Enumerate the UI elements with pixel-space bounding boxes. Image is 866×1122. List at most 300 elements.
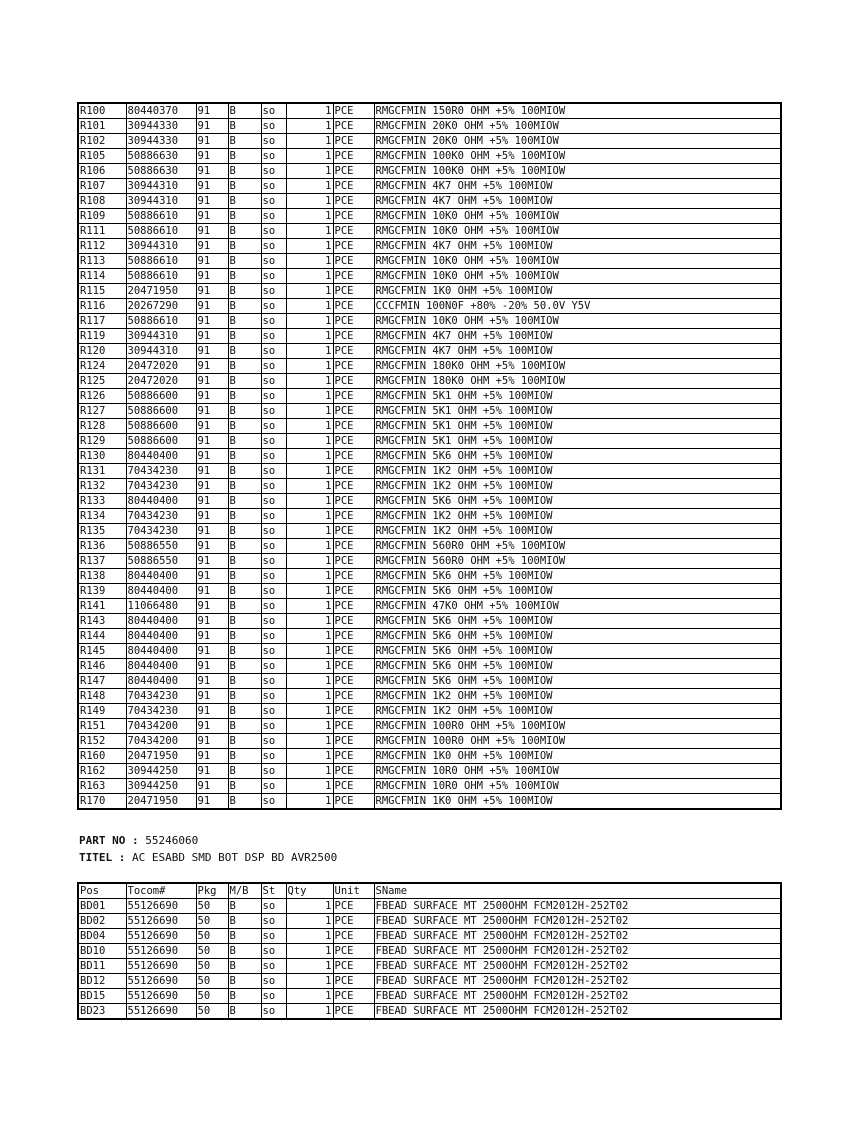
cell-unit: PCE — [333, 194, 374, 209]
cell-unit: PCE — [333, 689, 374, 704]
cell-st: so — [261, 944, 286, 959]
cell-unit: PCE — [333, 794, 374, 810]
part-number-line — [79, 834, 198, 848]
cell-sname: RMGCFMIN 1K2 OHM +5% 100MIOW — [374, 464, 781, 479]
cell-unit: PCE — [333, 599, 374, 614]
cell-mb: B — [228, 254, 261, 269]
cell-qty: 1 — [286, 749, 333, 764]
cell-pos: R117 — [78, 314, 126, 329]
cell-qty: 1 — [286, 539, 333, 554]
cell-qty: 1 — [286, 689, 333, 704]
cell-st: so — [261, 554, 286, 569]
cell-mb: B — [228, 764, 261, 779]
cell-pkg: 91 — [196, 569, 228, 584]
cell-qty: 1 — [286, 299, 333, 314]
cell-sname: RMGCFMIN 560R0 OHM +5% 100MIOW — [374, 554, 781, 569]
part-number-value: 55246060 — [145, 834, 199, 847]
cell-qty: 1 — [286, 494, 333, 509]
cell-mb: B — [228, 974, 261, 989]
table-row — [78, 419, 781, 434]
cell-pkg: 91 — [196, 239, 228, 254]
cell-mb: B — [228, 164, 261, 179]
cell-tocom: 80440370 — [126, 103, 196, 119]
cell-st: so — [261, 719, 286, 734]
table-row — [78, 569, 781, 584]
cell-pos: BD02 — [78, 914, 126, 929]
cell-tocom: 50886550 — [126, 554, 196, 569]
cell-pkg: 91 — [196, 614, 228, 629]
cell-mb: B — [228, 794, 261, 810]
cell-tocom: 30944250 — [126, 764, 196, 779]
cell-tocom: 30944310 — [126, 194, 196, 209]
cell-tocom: 80440400 — [126, 569, 196, 584]
cell-mb: B — [228, 644, 261, 659]
cell-pkg: 91 — [196, 659, 228, 674]
cell-sname: RMGCFMIN 5K6 OHM +5% 100MIOW — [374, 584, 781, 599]
cell-qty: 1 — [286, 524, 333, 539]
cell-pkg: 91 — [196, 224, 228, 239]
cell-unit: PCE — [333, 119, 374, 134]
cell-sname: RMGCFMIN 150R0 OHM +5% 100MIOW — [374, 103, 781, 119]
cell-qty: 1 — [286, 899, 333, 914]
table-row — [78, 959, 781, 974]
table-row — [78, 764, 781, 779]
cell-mb: B — [228, 479, 261, 494]
table-row — [78, 584, 781, 599]
cell-unit: PCE — [333, 989, 374, 1004]
cell-pos: R116 — [78, 299, 126, 314]
cell-mb: B — [228, 509, 261, 524]
cell-pos: BD15 — [78, 989, 126, 1004]
cell-sname: RMGCFMIN 1K2 OHM +5% 100MIOW — [374, 704, 781, 719]
cell-qty: 1 — [286, 119, 333, 134]
cell-sname: RMGCFMIN 20K0 OHM +5% 100MIOW — [374, 119, 781, 134]
cell-pkg: 50 — [196, 944, 228, 959]
cell-pkg: 50 — [196, 914, 228, 929]
cell-st: so — [261, 599, 286, 614]
cell-mb: B — [228, 449, 261, 464]
table-row — [78, 704, 781, 719]
cell-st: so — [261, 239, 286, 254]
cell-qty: 1 — [286, 344, 333, 359]
cell-qty: 1 — [286, 329, 333, 344]
cell-tocom: 30944330 — [126, 119, 196, 134]
cell-pkg: 91 — [196, 599, 228, 614]
cell-tocom: 80440400 — [126, 584, 196, 599]
table-row — [78, 989, 781, 1004]
cell-pos: R149 — [78, 704, 126, 719]
cell-mb: B — [228, 344, 261, 359]
cell-tocom: 50886630 — [126, 164, 196, 179]
cell-tocom: 55126690 — [126, 1004, 196, 1020]
cell-unit: PCE — [333, 779, 374, 794]
cell-qty: 1 — [286, 404, 333, 419]
cell-sname: RMGCFMIN 20K0 OHM +5% 100MIOW — [374, 134, 781, 149]
cell-unit: PCE — [333, 329, 374, 344]
cell-qty: 1 — [286, 629, 333, 644]
table-row — [78, 509, 781, 524]
cell-sname: RMGCFMIN 100K0 OHM +5% 100MIOW — [374, 149, 781, 164]
cell-unit: PCE — [333, 134, 374, 149]
cell-sname: RMGCFMIN 180K0 OHM +5% 100MIOW — [374, 359, 781, 374]
cell-pkg: 91 — [196, 419, 228, 434]
cell-sname: FBEAD SURFACE MT 2500OHM FCM2012H-252T02 — [374, 1004, 781, 1020]
cell-pos: R107 — [78, 179, 126, 194]
cell-sname: RMGCFMIN 1K2 OHM +5% 100MIOW — [374, 479, 781, 494]
title-line — [79, 851, 337, 865]
cell-qty: 1 — [286, 584, 333, 599]
cell-tocom: 50886600 — [126, 389, 196, 404]
cell-mb: B — [228, 194, 261, 209]
cell-mb: B — [228, 689, 261, 704]
cell-tocom: 20267290 — [126, 299, 196, 314]
cell-pkg: 91 — [196, 674, 228, 689]
cell-unit: PCE — [333, 539, 374, 554]
cell-mb: B — [228, 374, 261, 389]
cell-mb: B — [228, 239, 261, 254]
cell-unit: PCE — [333, 464, 374, 479]
cell-mb: B — [228, 704, 261, 719]
table-row — [78, 284, 781, 299]
cell-pos: R162 — [78, 764, 126, 779]
cell-pos: R152 — [78, 734, 126, 749]
cell-pos: R101 — [78, 119, 126, 134]
cell-mb: B — [228, 314, 261, 329]
cell-qty: 1 — [286, 959, 333, 974]
cell-mb: B — [228, 749, 261, 764]
cell-pos: R113 — [78, 254, 126, 269]
cell-qty: 1 — [286, 974, 333, 989]
cell-sname: FBEAD SURFACE MT 2500OHM FCM2012H-252T02 — [374, 959, 781, 974]
table-row — [78, 614, 781, 629]
cell-unit: PCE — [333, 419, 374, 434]
cell-unit: PCE — [333, 209, 374, 224]
table-row — [78, 134, 781, 149]
cell-st: so — [261, 569, 286, 584]
cell-sname: RMGCFMIN 10K0 OHM +5% 100MIOW — [374, 269, 781, 284]
table-row — [78, 539, 781, 554]
cell-st: so — [261, 689, 286, 704]
cell-tocom: 80440400 — [126, 674, 196, 689]
cell-pkg: 91 — [196, 704, 228, 719]
cell-tocom: 50886600 — [126, 419, 196, 434]
cell-qty: 1 — [286, 929, 333, 944]
cell-st: so — [261, 659, 286, 674]
table-row — [78, 929, 781, 944]
cell-unit: PCE — [333, 269, 374, 284]
cell-st: so — [261, 194, 286, 209]
cell-tocom: 55126690 — [126, 899, 196, 914]
cell-unit: PCE — [333, 614, 374, 629]
cell-tocom: 70434230 — [126, 509, 196, 524]
cell-qty: 1 — [286, 224, 333, 239]
cell-pkg: 91 — [196, 209, 228, 224]
table-row — [78, 119, 781, 134]
cell-unit: PCE — [333, 629, 374, 644]
cell-st: so — [261, 179, 286, 194]
cell-qty: 1 — [286, 103, 333, 119]
cell-mb: B — [228, 944, 261, 959]
cell-st: so — [261, 479, 286, 494]
table-row — [78, 329, 781, 344]
cell-qty: 1 — [286, 644, 333, 659]
cell-unit: PCE — [333, 344, 374, 359]
cell-unit: PCE — [333, 449, 374, 464]
cell-sname: RMGCFMIN 5K6 OHM +5% 100MIOW — [374, 614, 781, 629]
cell-pkg: 91 — [196, 719, 228, 734]
cell-pkg: 91 — [196, 254, 228, 269]
cell-tocom: 50886610 — [126, 224, 196, 239]
table-row — [78, 179, 781, 194]
cell-unit: PCE — [333, 764, 374, 779]
cell-pos: R114 — [78, 269, 126, 284]
cell-mb: B — [228, 599, 261, 614]
cell-sname: RMGCFMIN 5K6 OHM +5% 100MIOW — [374, 494, 781, 509]
cell-pkg: 91 — [196, 299, 228, 314]
cell-st: so — [261, 103, 286, 119]
cell-pos: R136 — [78, 539, 126, 554]
cell-pkg: 50 — [196, 929, 228, 944]
cell-unit: PCE — [333, 434, 374, 449]
cell-pkg: 91 — [196, 359, 228, 374]
cell-mb: B — [228, 269, 261, 284]
cell-unit: PCE — [333, 734, 374, 749]
header-pkg: Pkg — [196, 883, 228, 899]
cell-mb: B — [228, 103, 261, 119]
cell-pos: R141 — [78, 599, 126, 614]
cell-mb: B — [228, 389, 261, 404]
cell-pos: R125 — [78, 374, 126, 389]
cell-st: so — [261, 119, 286, 134]
cell-unit: PCE — [333, 569, 374, 584]
header-qty: Qty — [286, 883, 333, 899]
cell-tocom: 70434200 — [126, 719, 196, 734]
cell-st: so — [261, 344, 286, 359]
header-row — [78, 883, 781, 899]
cell-qty: 1 — [286, 254, 333, 269]
cell-unit: PCE — [333, 164, 374, 179]
cell-st: so — [261, 494, 286, 509]
table-row — [78, 449, 781, 464]
cell-st: so — [261, 1004, 286, 1020]
cell-sname: RMGCFMIN 180K0 OHM +5% 100MIOW — [374, 374, 781, 389]
cell-qty: 1 — [286, 374, 333, 389]
cell-st: so — [261, 929, 286, 944]
cell-st: so — [261, 434, 286, 449]
cell-st: so — [261, 914, 286, 929]
cell-unit: PCE — [333, 284, 374, 299]
cell-pkg: 50 — [196, 1004, 228, 1020]
cell-mb: B — [228, 299, 261, 314]
cell-qty: 1 — [286, 599, 333, 614]
cell-tocom: 70434230 — [126, 524, 196, 539]
table-row — [78, 254, 781, 269]
cell-mb: B — [228, 659, 261, 674]
cell-pkg: 91 — [196, 764, 228, 779]
cell-mb: B — [228, 149, 261, 164]
table-row — [78, 494, 781, 509]
cell-tocom: 80440400 — [126, 494, 196, 509]
cell-st: so — [261, 134, 286, 149]
cell-sname: RMGCFMIN 4K7 OHM +5% 100MIOW — [374, 239, 781, 254]
table-row — [78, 749, 781, 764]
cell-unit: PCE — [333, 494, 374, 509]
cell-st: so — [261, 629, 286, 644]
cell-tocom: 80440400 — [126, 449, 196, 464]
cell-sname: RMGCFMIN 5K6 OHM +5% 100MIOW — [374, 569, 781, 584]
bom-table-body — [78, 899, 781, 1020]
cell-mb: B — [228, 554, 261, 569]
cell-sname: RMGCFMIN 5K1 OHM +5% 100MIOW — [374, 389, 781, 404]
cell-mb: B — [228, 914, 261, 929]
cell-pos: R105 — [78, 149, 126, 164]
cell-qty: 1 — [286, 239, 333, 254]
table-row — [78, 629, 781, 644]
cell-tocom: 70434200 — [126, 734, 196, 749]
cell-unit: PCE — [333, 509, 374, 524]
cell-unit: PCE — [333, 524, 374, 539]
cell-pos: R128 — [78, 419, 126, 434]
cell-st: so — [261, 674, 286, 689]
cell-sname: RMGCFMIN 4K7 OHM +5% 100MIOW — [374, 179, 781, 194]
cell-unit: PCE — [333, 254, 374, 269]
cell-pos: R134 — [78, 509, 126, 524]
cell-tocom: 20471950 — [126, 794, 196, 810]
cell-st: so — [261, 299, 286, 314]
cell-pkg: 91 — [196, 524, 228, 539]
cell-pos: R137 — [78, 554, 126, 569]
cell-qty: 1 — [286, 179, 333, 194]
table-row — [78, 674, 781, 689]
cell-pkg: 91 — [196, 329, 228, 344]
header-pos: Pos — [78, 883, 126, 899]
cell-st: so — [261, 644, 286, 659]
cell-unit: PCE — [333, 149, 374, 164]
cell-st: so — [261, 314, 286, 329]
cell-mb: B — [228, 404, 261, 419]
cell-pos: R151 — [78, 719, 126, 734]
table-row — [78, 554, 781, 569]
cell-tocom: 55126690 — [126, 929, 196, 944]
cell-st: so — [261, 734, 286, 749]
cell-sname: RMGCFMIN 10K0 OHM +5% 100MIOW — [374, 209, 781, 224]
cell-sname: RMGCFMIN 1K0 OHM +5% 100MIOW — [374, 749, 781, 764]
cell-mb: B — [228, 434, 261, 449]
cell-pkg: 91 — [196, 629, 228, 644]
cell-sname: RMGCFMIN 5K1 OHM +5% 100MIOW — [374, 419, 781, 434]
cell-tocom: 50886600 — [126, 404, 196, 419]
cell-tocom: 50886610 — [126, 209, 196, 224]
cell-tocom: 30944310 — [126, 179, 196, 194]
cell-sname: RMGCFMIN 560R0 OHM +5% 100MIOW — [374, 539, 781, 554]
cell-unit: PCE — [333, 299, 374, 314]
cell-pos: R109 — [78, 209, 126, 224]
bom-table-header — [78, 883, 781, 899]
cell-unit: PCE — [333, 944, 374, 959]
cell-tocom: 55126690 — [126, 959, 196, 974]
cell-mb: B — [228, 779, 261, 794]
cell-st: so — [261, 749, 286, 764]
header-mb: M/B — [228, 883, 261, 899]
cell-sname: FBEAD SURFACE MT 2500OHM FCM2012H-252T02 — [374, 944, 781, 959]
cell-mb: B — [228, 899, 261, 914]
cell-sname: RMGCFMIN 4K7 OHM +5% 100MIOW — [374, 344, 781, 359]
cell-unit: PCE — [333, 389, 374, 404]
cell-mb: B — [228, 614, 261, 629]
cell-tocom: 50886630 — [126, 149, 196, 164]
cell-qty: 1 — [286, 554, 333, 569]
cell-pos: R111 — [78, 224, 126, 239]
cell-sname: RMGCFMIN 5K1 OHM +5% 100MIOW — [374, 404, 781, 419]
cell-unit: PCE — [333, 479, 374, 494]
cell-unit: PCE — [333, 584, 374, 599]
table-row — [78, 359, 781, 374]
cell-mb: B — [228, 734, 261, 749]
cell-pkg: 91 — [196, 734, 228, 749]
cell-mb: B — [228, 329, 261, 344]
cell-st: so — [261, 359, 286, 374]
cell-pos: R120 — [78, 344, 126, 359]
cell-unit: PCE — [333, 704, 374, 719]
cell-pkg: 50 — [196, 989, 228, 1004]
cell-pos: R163 — [78, 779, 126, 794]
table-row — [78, 269, 781, 284]
cell-pkg: 91 — [196, 389, 228, 404]
table-row — [78, 524, 781, 539]
cell-pkg: 91 — [196, 584, 228, 599]
cell-pkg: 91 — [196, 449, 228, 464]
table-row — [78, 944, 781, 959]
cell-qty: 1 — [286, 944, 333, 959]
cell-sname: RMGCFMIN 5K1 OHM +5% 100MIOW — [374, 434, 781, 449]
cell-pos: R108 — [78, 194, 126, 209]
cell-pkg: 91 — [196, 644, 228, 659]
cell-mb: B — [228, 119, 261, 134]
cell-pkg: 91 — [196, 794, 228, 810]
cell-tocom: 50886610 — [126, 254, 196, 269]
table-row — [78, 194, 781, 209]
cell-st: so — [261, 524, 286, 539]
cell-pkg: 91 — [196, 119, 228, 134]
cell-qty: 1 — [286, 704, 333, 719]
cell-unit: PCE — [333, 914, 374, 929]
table-row — [78, 299, 781, 314]
cell-pkg: 91 — [196, 284, 228, 299]
cell-unit: PCE — [333, 554, 374, 569]
cell-pos: R143 — [78, 614, 126, 629]
cell-pkg: 91 — [196, 149, 228, 164]
cell-pkg: 91 — [196, 779, 228, 794]
cell-st: so — [261, 269, 286, 284]
cell-st: so — [261, 539, 286, 554]
cell-unit: PCE — [333, 929, 374, 944]
cell-qty: 1 — [286, 359, 333, 374]
cell-pkg: 91 — [196, 134, 228, 149]
cell-unit: PCE — [333, 103, 374, 119]
cell-pkg: 91 — [196, 314, 228, 329]
cell-tocom: 50886550 — [126, 539, 196, 554]
cell-unit: PCE — [333, 719, 374, 734]
cell-st: so — [261, 224, 286, 239]
cell-sname: RMGCFMIN 1K0 OHM +5% 100MIOW — [374, 284, 781, 299]
cell-tocom: 50886600 — [126, 434, 196, 449]
cell-st: so — [261, 584, 286, 599]
cell-qty: 1 — [286, 449, 333, 464]
cell-pkg: 50 — [196, 974, 228, 989]
cell-qty: 1 — [286, 434, 333, 449]
cell-st: so — [261, 374, 286, 389]
cell-qty: 1 — [286, 569, 333, 584]
